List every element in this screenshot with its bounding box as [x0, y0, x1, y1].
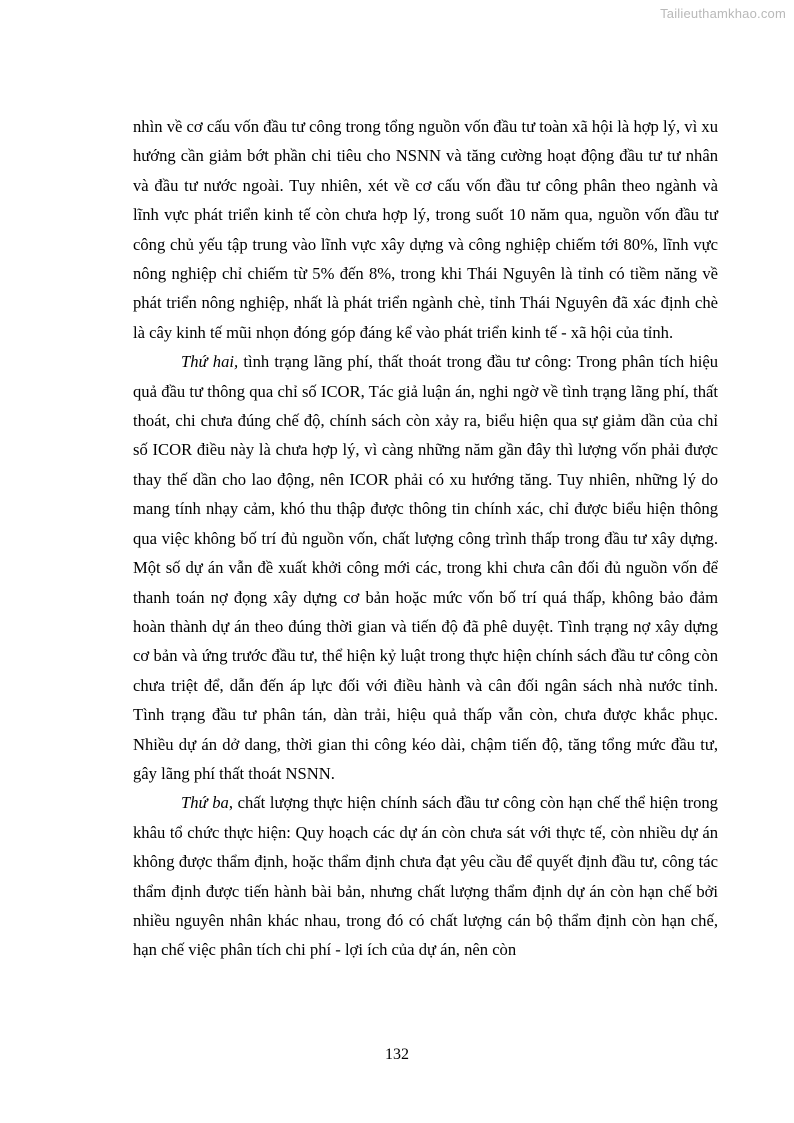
paragraph-2: [133, 347, 718, 788]
paragraph-3: [133, 788, 718, 964]
paragraph-1: [133, 112, 718, 347]
paragraph-1-text: nhìn về cơ cấu vốn đầu tư công trong tổng nguồn vốn đầu tư toàn xã hội là hợp lý, vì xu hướng cần giảm bớt phần chi tiêu cho NSNN và tăng cường hoạt động đầu tư tư nhân và đầu tư nước ngoài. Tuy nhiên, xét về cơ cấu vốn đầu tư công phân theo ngành và lĩnh vực phát triển kinh tế còn chưa hợp lý, trong suốt 10 năm qua, nguồn vốn đầu tư công chủ yếu tập trung vào lĩnh vực xây dựng và công nghiệp chiếm tới 80%, lĩnh vực nông nghiệp chỉ chiếm từ 5% đến 8%, trong khi Thái Nguyên là tỉnh có tiềm năng về phát triển nông nghiệp, nhất là phát triển ngành chè, tỉnh Thái Nguyên đã xác định chè là cây kinh tế mũi nhọn đóng góp đáng kể vào phát triển kinh tế - xã hội của tỉnh.: [133, 117, 718, 342]
watermark-text: Tailieuthamkhao.com: [660, 6, 786, 21]
paragraph-2-lead: Thứ hai,: [181, 352, 239, 372]
paragraph-3-lead: Thứ ba: [181, 793, 229, 813]
paragraph-3-text: , chất lượng thực hiện chính sách đầu tư công còn hạn chế thể hiện trong khâu tổ chức thực hiện: Quy hoạch các dự án còn chưa sát với thực tế, còn nhiều dự án không được thẩm định, hoặc thẩm định chưa đạt yêu cầu để quyết định đầu tư, công tác thẩm định được tiến hành bài bản, nhưng chất lượng thẩm định dự án còn hạn chế bởi nhiều nguyên nhân khác nhau, trong đó có chất lượng cán bộ thẩm định còn hạn chế, hạn chế việc phân tích chi phí - lợi ích của dự án, nên còn: [133, 793, 718, 960]
document-body: [133, 112, 718, 965]
page-number: 132: [385, 1046, 409, 1063]
paragraph-2-text: tình trạng lãng phí, thất thoát trong đầu tư công: Trong phân tích hiệu quả đầu tư thông qua chỉ số ICOR, Tác giả luận án, nghi ngờ về tình trạng lãng phí, thất thoát, chi chưa đúng chế độ, chính sách còn xảy ra, biểu hiện qua sự giảm dần của chỉ số ICOR điều này là chưa hợp lý, vì càng những năm gần đây thì lượng vốn phải được thay thế dần cho lao động, nên ICOR phải có xu hướng tăng. Tuy nhiên, những lý do mang tính nhạy cảm, khó thu thập được thông tin chính xác, chỉ được biểu hiện thông qua việc không bố trí đủ nguồn vốn, chất lượng công trình thấp trong đầu tư xây dựng. Một số dự án vẫn đề xuất khởi công mới các, trong khi chưa cân đối đủ nguồn vốn để thanh toán nợ đọng xây dựng cơ bản hoặc mức vốn bố trí quá thấp, không bảo đảm hoàn thành dự án theo đúng thời gian và tiến độ đã phê duyệt. Tình trạng nợ xây dựng cơ bản và ứng trước đầu tư, thể hiện kỷ luật trong thực hiện chính sách đầu tư công còn chưa triệt để, dẫn đến áp lực đối với điều hành và cân đối ngân sách nhà nước tỉnh. Tình trạng đầu tư phân tán, dàn trải, hiệu quả thấp vẫn còn, chưa được khắc phục. Nhiều dự án dở dang, thời gian thi công kéo dài, chậm tiến độ, tăng tổng mức đầu tư, gây lãng phí thất thoát NSNN.: [133, 352, 718, 783]
